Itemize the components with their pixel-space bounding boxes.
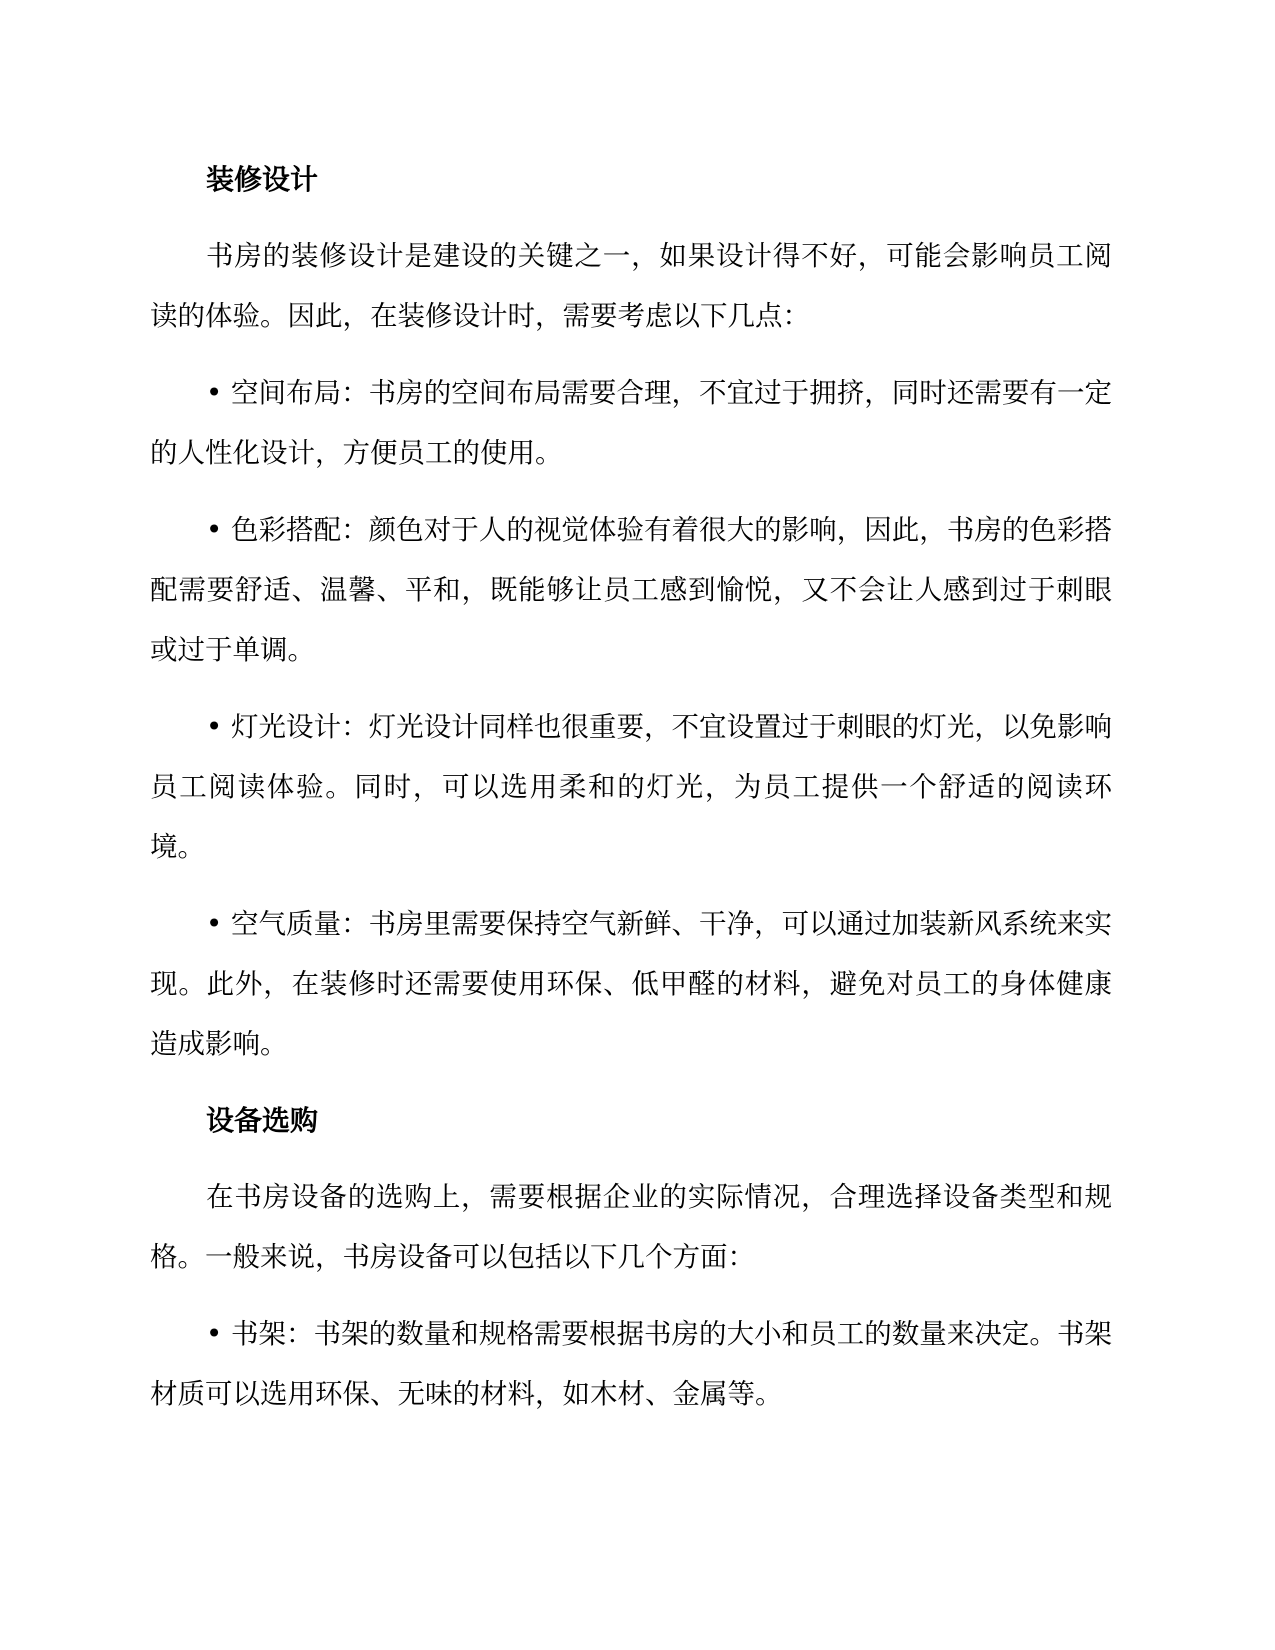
- bullet-bookshelf: • 书架：书架的数量和规格需要根据书房的大小和员工的数量来决定。书架材质可以选用环保、无味的材料，如木材、金属等。: [150, 1318, 1112, 1410]
- bullet-color-matching: • 色彩搭配：颜色对于人的视觉体验有着很大的影响，因此，书房的色彩搭配需要舒适、温馨、平和，既能够让员工感到愉悦，又不会让人感到过于刺眼或过于单调。: [150, 514, 1112, 666]
- bullet-space-layout: • 空间布局：书房的空间布局需要合理，不宜过于拥挤，同时还需要有一定的人性化设计，方便员工的使用。: [150, 377, 1112, 469]
- section-intro-equipment-purchase: 在书房设备的选购上，需要根据企业的实际情况，合理选择设备类型和规格。一般来说，书房设备可以包括以下几个方面：: [150, 1181, 1112, 1273]
- bullet-lighting-design: • 灯光设计：灯光设计同样也很重要，不宜设置过于刺眼的灯光，以免影响员工阅读体验。同时，可以选用柔和的灯光，为员工提供一个舒适的阅读环境。: [150, 711, 1112, 863]
- section-intro-decoration-design: 书房的装修设计是建设的关键之一，如果设计得不好，可能会影响员工阅读的体验。因此，在装修设计时，需要考虑以下几点：: [150, 240, 1112, 332]
- document-content: [150, 150, 1112, 1441]
- section-heading-decoration-design: 装修设计: [206, 163, 319, 196]
- bullet-air-quality: • 空气质量：书房里需要保持空气新鲜、干净，可以通过加装新风系统来实现。此外，在装修时还需要使用环保、低甲醛的材料，避免对员工的身体健康造成影响。: [150, 908, 1112, 1060]
- section-heading-equipment-purchase: 设备选购: [206, 1104, 319, 1137]
